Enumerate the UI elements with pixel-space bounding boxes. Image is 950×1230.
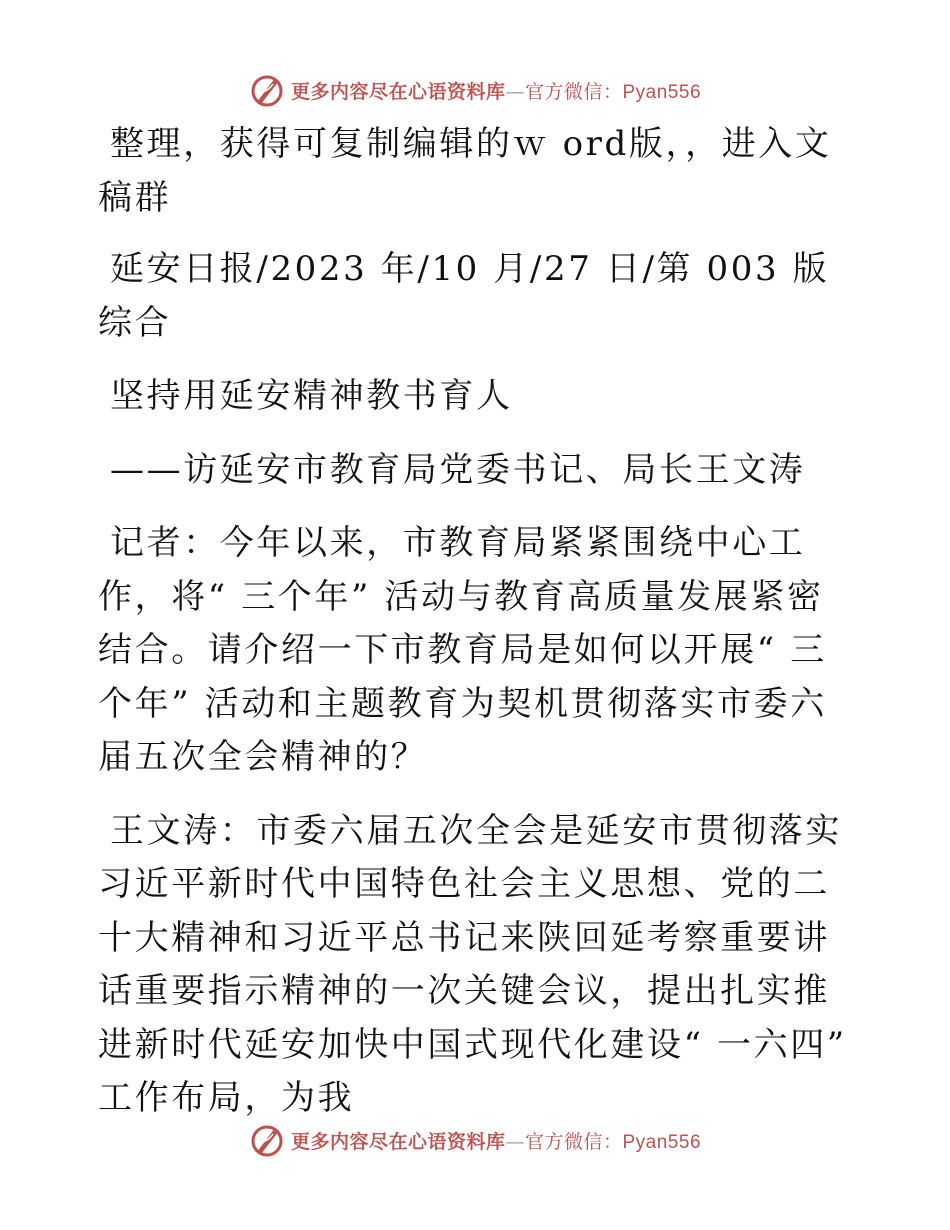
article-title: 坚持用延安精神教书育人 (110, 376, 513, 416)
paragraph-answer: 王文涛：市委六届五次全会是延安市贯彻落实习近平新时代中国特色社会主义思想、党的二十大精神和习近平总书记来陕回延考察重要讲话重要指示精神的一次关键会议，提出扎实推进新时代延安加快中国式现代化建设“ 一六四” 工作布局，为我 (98, 810, 847, 1118)
paragraph-question: 记者：今年以来，市教育局紧紧围绕中心工作，将“ 三个年” 活动与教育高质量发展紧密结合。请介绍一下市教育局是如何以开展“ 三个年” 活动和主题教育为契机贯彻落实市委六届五次全会精神的？ (98, 523, 827, 777)
header-watermark (0, 70, 950, 110)
document-body (98, 118, 854, 1146)
footer-watermark (0, 1120, 950, 1160)
paragraph-intro: 整理，获得可复制编辑的ｗ ord版，，进入文稿群 (98, 124, 832, 218)
paragraph-source: 延安日报/2023 年/10 月/27 日/第 003 版综合 (98, 249, 830, 343)
quill-circle-logo-icon (249, 1122, 285, 1158)
article-subtitle: ——访延安市教育局党委书记、局长王文涛 (110, 449, 806, 490)
watermark-text: 更多内容尽在心语资料库—官方微信：Pyan556 (290, 1130, 702, 1153)
quill-circle-logo-icon (249, 72, 285, 108)
watermark-text: 更多内容尽在心语资料库—官方微信：Pyan556 (290, 80, 702, 103)
